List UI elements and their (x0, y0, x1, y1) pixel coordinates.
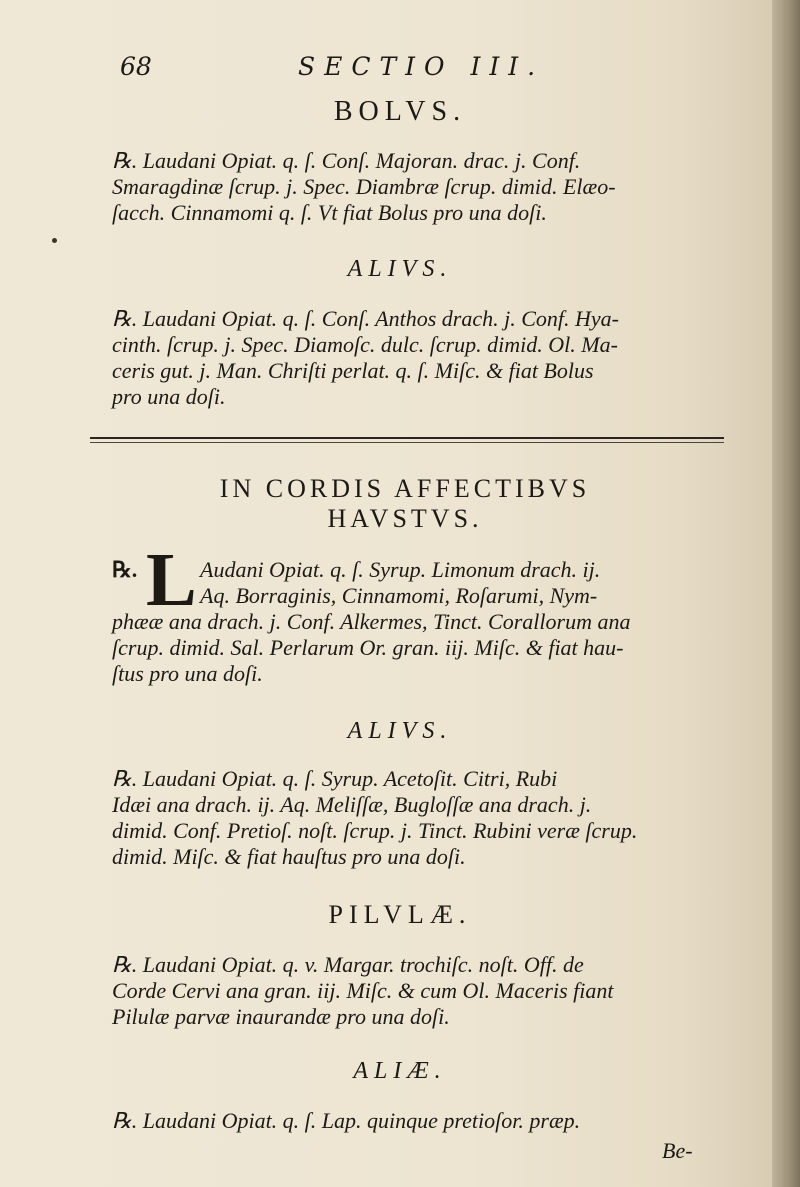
text-line: cinth. ſcrup. j. Spec. Diamoſc. dulc. ſcrup. dimid. Ol. Ma- (112, 332, 618, 357)
text-line: Aq. Borraginis, Cinnamomi, Roſarumi, Nym- (200, 583, 598, 608)
pilulae-recipe (112, 952, 724, 1030)
bolus-heading: BOLVS. (333, 96, 467, 127)
alius-recipe-2 (112, 766, 724, 870)
text-line: ℞. Laudani Opiat. q. ſ. Syrup. Acetoſit. Citri, Rubi (112, 766, 558, 791)
text-line: phææ ana drach. j. Conf. Alkermes, Tinct. Corallorum ana (112, 609, 631, 634)
cordis-heading: IN CORDIS AFFECTIBVS (219, 474, 591, 503)
alius-recipe-1 (112, 306, 724, 410)
text-line: ſacch. Cinnamomi q. ſ. Vt fiat Bolus pro una doſi. (112, 200, 547, 225)
text-line: ceris gut. j. Man. Chriſti perlat. q. ſ. Miſc. & fiat Bolus (112, 358, 594, 383)
page-header (120, 52, 680, 84)
text-line: ℞. Laudani Opiat. q. v. Margar. trochiſc. noſt. Off. de (112, 952, 584, 977)
ink-fleck (52, 238, 57, 243)
text-line: ſcrup. dimid. Sal. Perlarum Or. gran. iij. Miſc. & fiat hau- (112, 635, 624, 660)
section-divider (90, 437, 724, 439)
text-line: dimid. Miſc. & fiat hauſtus pro una doſi. (112, 844, 466, 869)
text-line: pro una doſi. (112, 384, 226, 409)
alius-heading-1: ALIVS. (347, 256, 453, 282)
drop-cap: L (146, 538, 197, 622)
text-line: Pilulæ parvæ inaurandæ pro una doſi. (112, 1004, 450, 1029)
text-line: dimid. Conf. Pretioſ. noſt. ſcrup. j. Tinct. Rubini veræ ſcrup. (112, 818, 638, 843)
haustus-heading: HAVSTVS. (327, 504, 483, 533)
catchword: Be- (662, 1138, 693, 1163)
bolus-recipe (112, 148, 724, 226)
alius-heading-2: ALIVS. (347, 718, 453, 744)
text-line: Smaragdinæ ſcrup. j. Spec. Diambræ ſcrup. dimid. Elæo- (112, 174, 616, 199)
text-line: ſtus pro una doſi. (112, 661, 263, 686)
text-line: Idæi ana drach. ij. Aq. Meliſſæ, Bugloſſæ ana drach. j. (112, 792, 592, 817)
running-head: SECTIO III. (298, 52, 545, 81)
pilulae-heading: PILVLÆ. (328, 900, 472, 929)
text-line: ℞. Laudani Opiat. q. ſ. Conſ. Anthos drach. j. Conf. Hya- (112, 306, 619, 331)
text-line: ℞. Laudani Opiat. q. ſ. Conſ. Majoran. drac. j. Conf. (112, 148, 581, 173)
cordis-rx: ℞. (112, 557, 138, 582)
cordis-recipe (112, 557, 724, 687)
text-line: ℞. Laudani Opiat. q. ſ. Lap. quinque pretioſor. præp. (112, 1108, 581, 1133)
page-number: 68 (120, 52, 152, 81)
aliae-recipe (112, 1108, 724, 1134)
text-line: Audani Opiat. q. ſ. Syrup. Limonum drach. ij. (200, 557, 601, 582)
text-line: Corde Cervi ana gran. iij. Miſc. & cum Ol. Maceris fiant (112, 978, 614, 1003)
aliae-heading: ALIÆ. (353, 1058, 447, 1084)
book-spine (772, 0, 800, 1187)
section-divider-thin (90, 442, 724, 443)
